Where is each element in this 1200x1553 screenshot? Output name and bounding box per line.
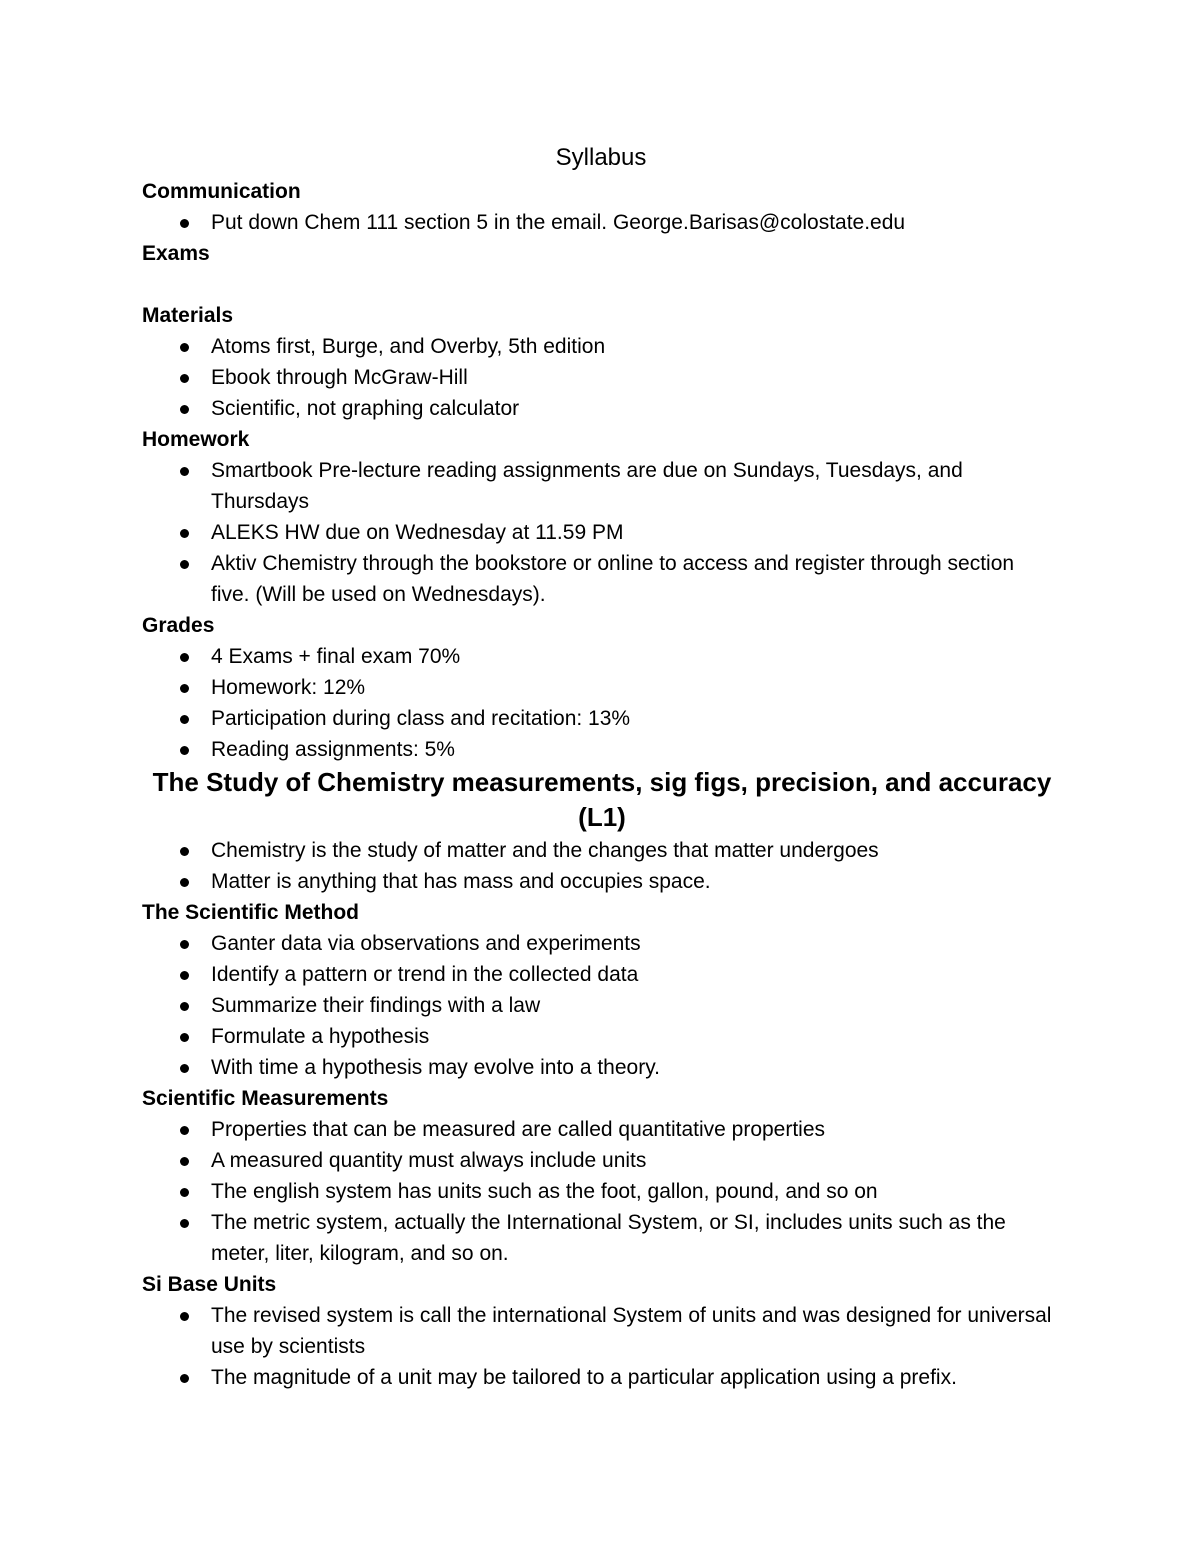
bullet-icon	[180, 219, 189, 228]
list-item	[142, 990, 1062, 1021]
bullet-icon	[180, 1219, 189, 1228]
materials-list	[142, 331, 1062, 424]
bullet-icon	[180, 374, 189, 383]
list-item	[142, 1052, 1062, 1083]
list-item	[142, 1176, 1062, 1207]
list-item	[142, 1207, 1062, 1269]
scientific-method-heading: The Scientific Method	[142, 901, 360, 924]
bullet-icon	[180, 405, 189, 414]
list-item	[142, 835, 1062, 866]
bullet-icon	[180, 1312, 189, 1321]
exams-heading: Exams	[142, 242, 210, 265]
list-item-text: With time a hypothesis may evolve into a theory.	[211, 1056, 660, 1079]
bullet-icon	[180, 529, 189, 538]
homework-heading: Homework	[142, 428, 250, 451]
bullet-icon	[180, 684, 189, 693]
communication-heading: Communication	[142, 180, 301, 203]
bullet-icon	[180, 971, 189, 980]
bullet-icon	[180, 746, 189, 755]
list-item	[142, 734, 1062, 765]
list-item-text: Ebook through McGraw-Hill	[211, 366, 468, 389]
list-item-text: Ganter data via observations and experiments	[211, 932, 641, 955]
list-item-text: The magnitude of a unit may be tailored to a particular application using a prefix.	[211, 1366, 957, 1389]
bullet-icon	[180, 940, 189, 949]
list-item	[142, 703, 1062, 734]
list-item-text: Properties that can be measured are called quantitative properties	[211, 1118, 826, 1141]
list-item-text: ALEKS HW due on Wednesday at 11.59 PM	[211, 521, 624, 544]
bullet-icon	[180, 1002, 189, 1011]
list-item-text: Scientific, not graphing calculator	[211, 397, 520, 420]
blank-line	[142, 269, 1062, 300]
list-item-text: 4 Exams + final exam 70%	[211, 645, 461, 668]
bullet-icon	[180, 467, 189, 476]
list-item-text: Participation during class and recitation: 13%	[211, 707, 631, 730]
bullet-icon	[180, 1157, 189, 1166]
list-item-text: The metric system, actually the International System, or SI, includes units such as the meter, liter, kilogram, and so on.	[211, 1211, 1006, 1265]
scientific-measurements-list	[142, 1114, 1062, 1269]
materials-heading: Materials	[142, 304, 234, 327]
list-item-text: The revised system is call the international System of units and was designed for universal use by scientists	[211, 1304, 1052, 1358]
bullet-icon	[180, 1064, 189, 1073]
grades-heading: Grades	[142, 614, 215, 637]
bullet-icon	[180, 715, 189, 724]
list-item	[142, 331, 1062, 362]
list-item-text: Identify a pattern or trend in the collected data	[211, 963, 639, 986]
communication-list	[142, 207, 1062, 238]
list-item	[142, 517, 1062, 548]
lecture-list	[142, 835, 1062, 897]
list-item	[142, 928, 1062, 959]
list-item-text: The english system has units such as the foot, gallon, pound, and so on	[211, 1180, 878, 1203]
page-title: Syllabus	[555, 144, 647, 171]
bullet-icon	[180, 343, 189, 352]
bullet-icon	[180, 1033, 189, 1042]
bullet-icon	[180, 847, 189, 856]
scientific-measurements-heading: Scientific Measurements	[142, 1087, 389, 1110]
list-item-text: Matter is anything that has mass and occupies space.	[211, 870, 711, 893]
list-item-text: Put down Chem 111 section 5 in the email. George.Barisas@colostate.edu	[211, 211, 906, 234]
list-item	[142, 866, 1062, 897]
bullet-icon	[180, 1374, 189, 1383]
bullet-icon	[180, 653, 189, 662]
si-base-units-list	[142, 1300, 1062, 1393]
bullet-icon	[180, 1188, 189, 1197]
list-item-text: Atoms first, Burge, and Overby, 5th edition	[211, 335, 606, 358]
grades-list	[142, 641, 1062, 765]
list-item	[142, 641, 1062, 672]
list-item-text: Summarize their findings with a law	[211, 994, 541, 1017]
list-item	[142, 1114, 1062, 1145]
list-item	[142, 1362, 1062, 1393]
list-item	[142, 207, 1062, 238]
bullet-icon	[180, 560, 189, 569]
list-item-text: Smartbook Pre-lecture reading assignments are due on Sundays, Tuesdays, and Thursdays	[211, 459, 963, 513]
lecture-heading: The Study of Chemistry measurements, sig figs, precision, and accuracy (L1)	[152, 767, 1052, 832]
list-item	[142, 362, 1062, 393]
scientific-method-list	[142, 928, 1062, 1083]
list-item-text: Homework: 12%	[211, 676, 366, 699]
list-item-text: Chemistry is the study of matter and the changes that matter undergoes	[211, 839, 879, 862]
si-base-units-heading: Si Base Units	[142, 1273, 277, 1296]
list-item	[142, 393, 1062, 424]
bullet-icon	[180, 1126, 189, 1135]
list-item	[142, 455, 1062, 517]
list-item	[142, 959, 1062, 990]
homework-list	[142, 455, 1062, 610]
list-item-text: Formulate a hypothesis	[211, 1025, 430, 1048]
document-page	[142, 140, 1062, 1393]
bullet-icon	[180, 878, 189, 887]
list-item	[142, 672, 1062, 703]
list-item	[142, 1300, 1062, 1362]
list-item	[142, 1021, 1062, 1052]
list-item-text: Aktiv Chemistry through the bookstore or online to access and register through section five. (Will be used on Wednesdays).	[211, 552, 1015, 606]
list-item	[142, 1145, 1062, 1176]
list-item	[142, 548, 1062, 610]
list-item-text: Reading assignments: 5%	[211, 738, 455, 761]
list-item-text: A measured quantity must always include units	[211, 1149, 647, 1172]
